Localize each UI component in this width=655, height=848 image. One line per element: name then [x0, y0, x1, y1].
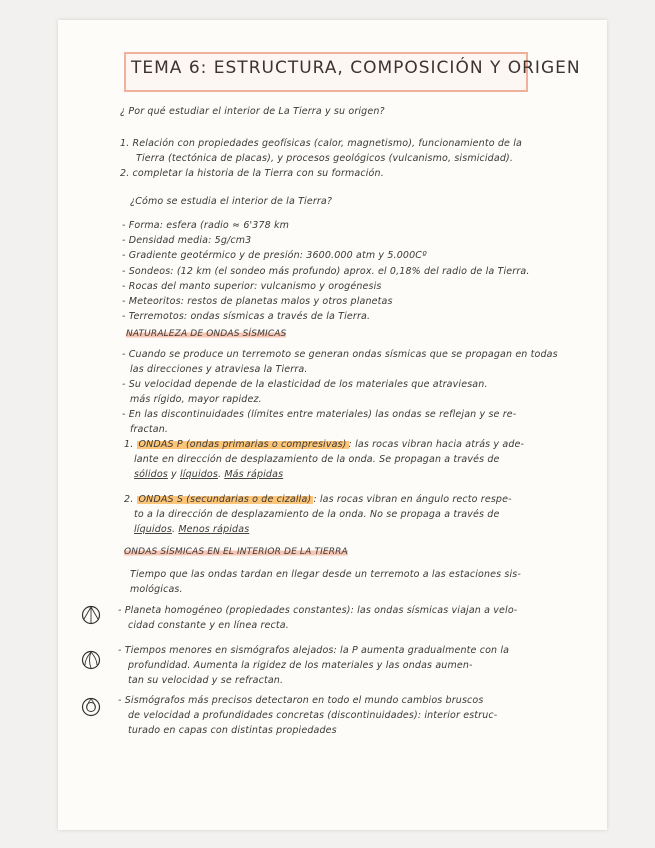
case3-line2: de velocidad a profundidades concretas (discontinuidades): interior estruc-	[128, 710, 498, 721]
list1-item1b: Tierra (tectónica de placas), y procesos geológicos (vulcanismo, sismicidad).	[136, 153, 514, 164]
nature-line1: - Cuando se produce un terremoto se generan ondas sísmicas que se propagan en todas	[122, 349, 558, 360]
wave-p-line1: 1. ONDAS P (ondas primarias o compresivas) : las rocas vibran hacia atrás y ade-	[124, 439, 525, 450]
nature-line2: las direcciones y atraviesa la Tierra.	[130, 364, 308, 375]
case1-line2: cidad constante y en línea recta.	[128, 620, 289, 631]
homogeneous-earth-icon	[81, 605, 101, 625]
nature-line3: - Su velocidad depende de la elasticidad de los materiales que atraviesan.	[122, 379, 488, 390]
nature-line6: fractan.	[130, 424, 169, 435]
intro-line2: mológicas.	[130, 584, 183, 595]
wave-s-highlight: ONDAS S (secundarias o de cizalla)	[138, 494, 312, 505]
method-earthquakes: - Terremotos: ondas sísmicas a través de la Tierra.	[122, 311, 371, 322]
fact-shape: - Forma: esfera (radio ≈ 6'378 km	[122, 220, 290, 231]
fact-density: - Densidad media: 5g/cm3	[122, 235, 252, 246]
case3-line3: turado en capas con distintas propiedades	[128, 725, 337, 736]
question-how: ¿Cómo se estudia el interior de la Tierra?	[130, 196, 333, 207]
case2-line1: - Tiempos menores en sismógrafos alejados: la P aumenta gradualmente con la	[118, 645, 510, 656]
list1-item1a: 1. Relación con propiedades geofísicas (calor, magnetismo), funcionamiento de la	[120, 138, 522, 149]
section-heading-interior: ONDAS SÍSMICAS EN EL INTERIOR DE LA TIERRA	[124, 547, 348, 557]
wave-p-highlight: ONDAS P (ondas primarias o compresivas)	[138, 439, 347, 450]
wave-s-line3: líquidos. Menos rápidas	[134, 524, 250, 535]
page-title: TEMA 6: ESTRUCTURA, COMPOSICIÓN Y ORIGEN	[131, 58, 581, 78]
section-heading-nature: NATURALEZA DE ONDAS SÍSMICAS	[126, 329, 287, 339]
method-drilling: - Sondeos: (12 km (el sondeo más profundo) aprox. el 0,18% del radio de la Tierra.	[122, 266, 530, 277]
wave-s-line1: 2. ONDAS S (secundarias o de cizalla) : las rocas vibran en ángulo recto respe-	[124, 494, 512, 505]
layered-earth-icon	[81, 697, 101, 717]
list1-item2: 2. completar la historia de la Tierra con su formación.	[120, 168, 384, 179]
method-mantle-rocks: - Rocas del manto superior: vulcanismo y orogénesis	[122, 281, 382, 292]
nature-line4: más rígido, mayor rapidez.	[130, 394, 262, 405]
nature-line5: - En las discontinuidades (límites entre materiales) las ondas se reflejan y se re-	[122, 409, 517, 420]
question-why: ¿ Por qué estudiar el interior de La Tierra y su origen?	[120, 106, 385, 117]
intro-line1: Tiempo que las ondas tardan en llegar desde un terremoto a las estaciones sis-	[130, 569, 521, 580]
case2-line3: tan su velocidad y se refractan.	[128, 675, 284, 686]
case1-line1: - Planeta homogéneo (propiedades constantes): las ondas sísmicas viajan a velo-	[118, 605, 518, 616]
wave-p-line2: lante en dirección de desplazamiento de la onda. Se propagan a través de	[134, 454, 500, 465]
case2-line2: profundidad. Aumenta la rigidez de los materiales y las ondas aumen-	[128, 660, 473, 671]
method-meteorites: - Meteoritos: restos de planetas malos y otros planetas	[122, 296, 393, 307]
case3-line1: - Sismógrafos más precisos detectaron en todo el mundo cambios bruscos	[118, 695, 484, 706]
wave-p-line3: sólidos y líquidos. Más rápidas	[134, 469, 284, 480]
curved-rays-earth-icon	[81, 650, 101, 670]
fact-gradient: - Gradiente geotérmico y de presión: 3600.000 atm y 5.000Cº	[122, 250, 427, 261]
wave-s-line2: to a la dirección de desplazamiento de la onda. No se propaga a través de	[134, 509, 500, 520]
